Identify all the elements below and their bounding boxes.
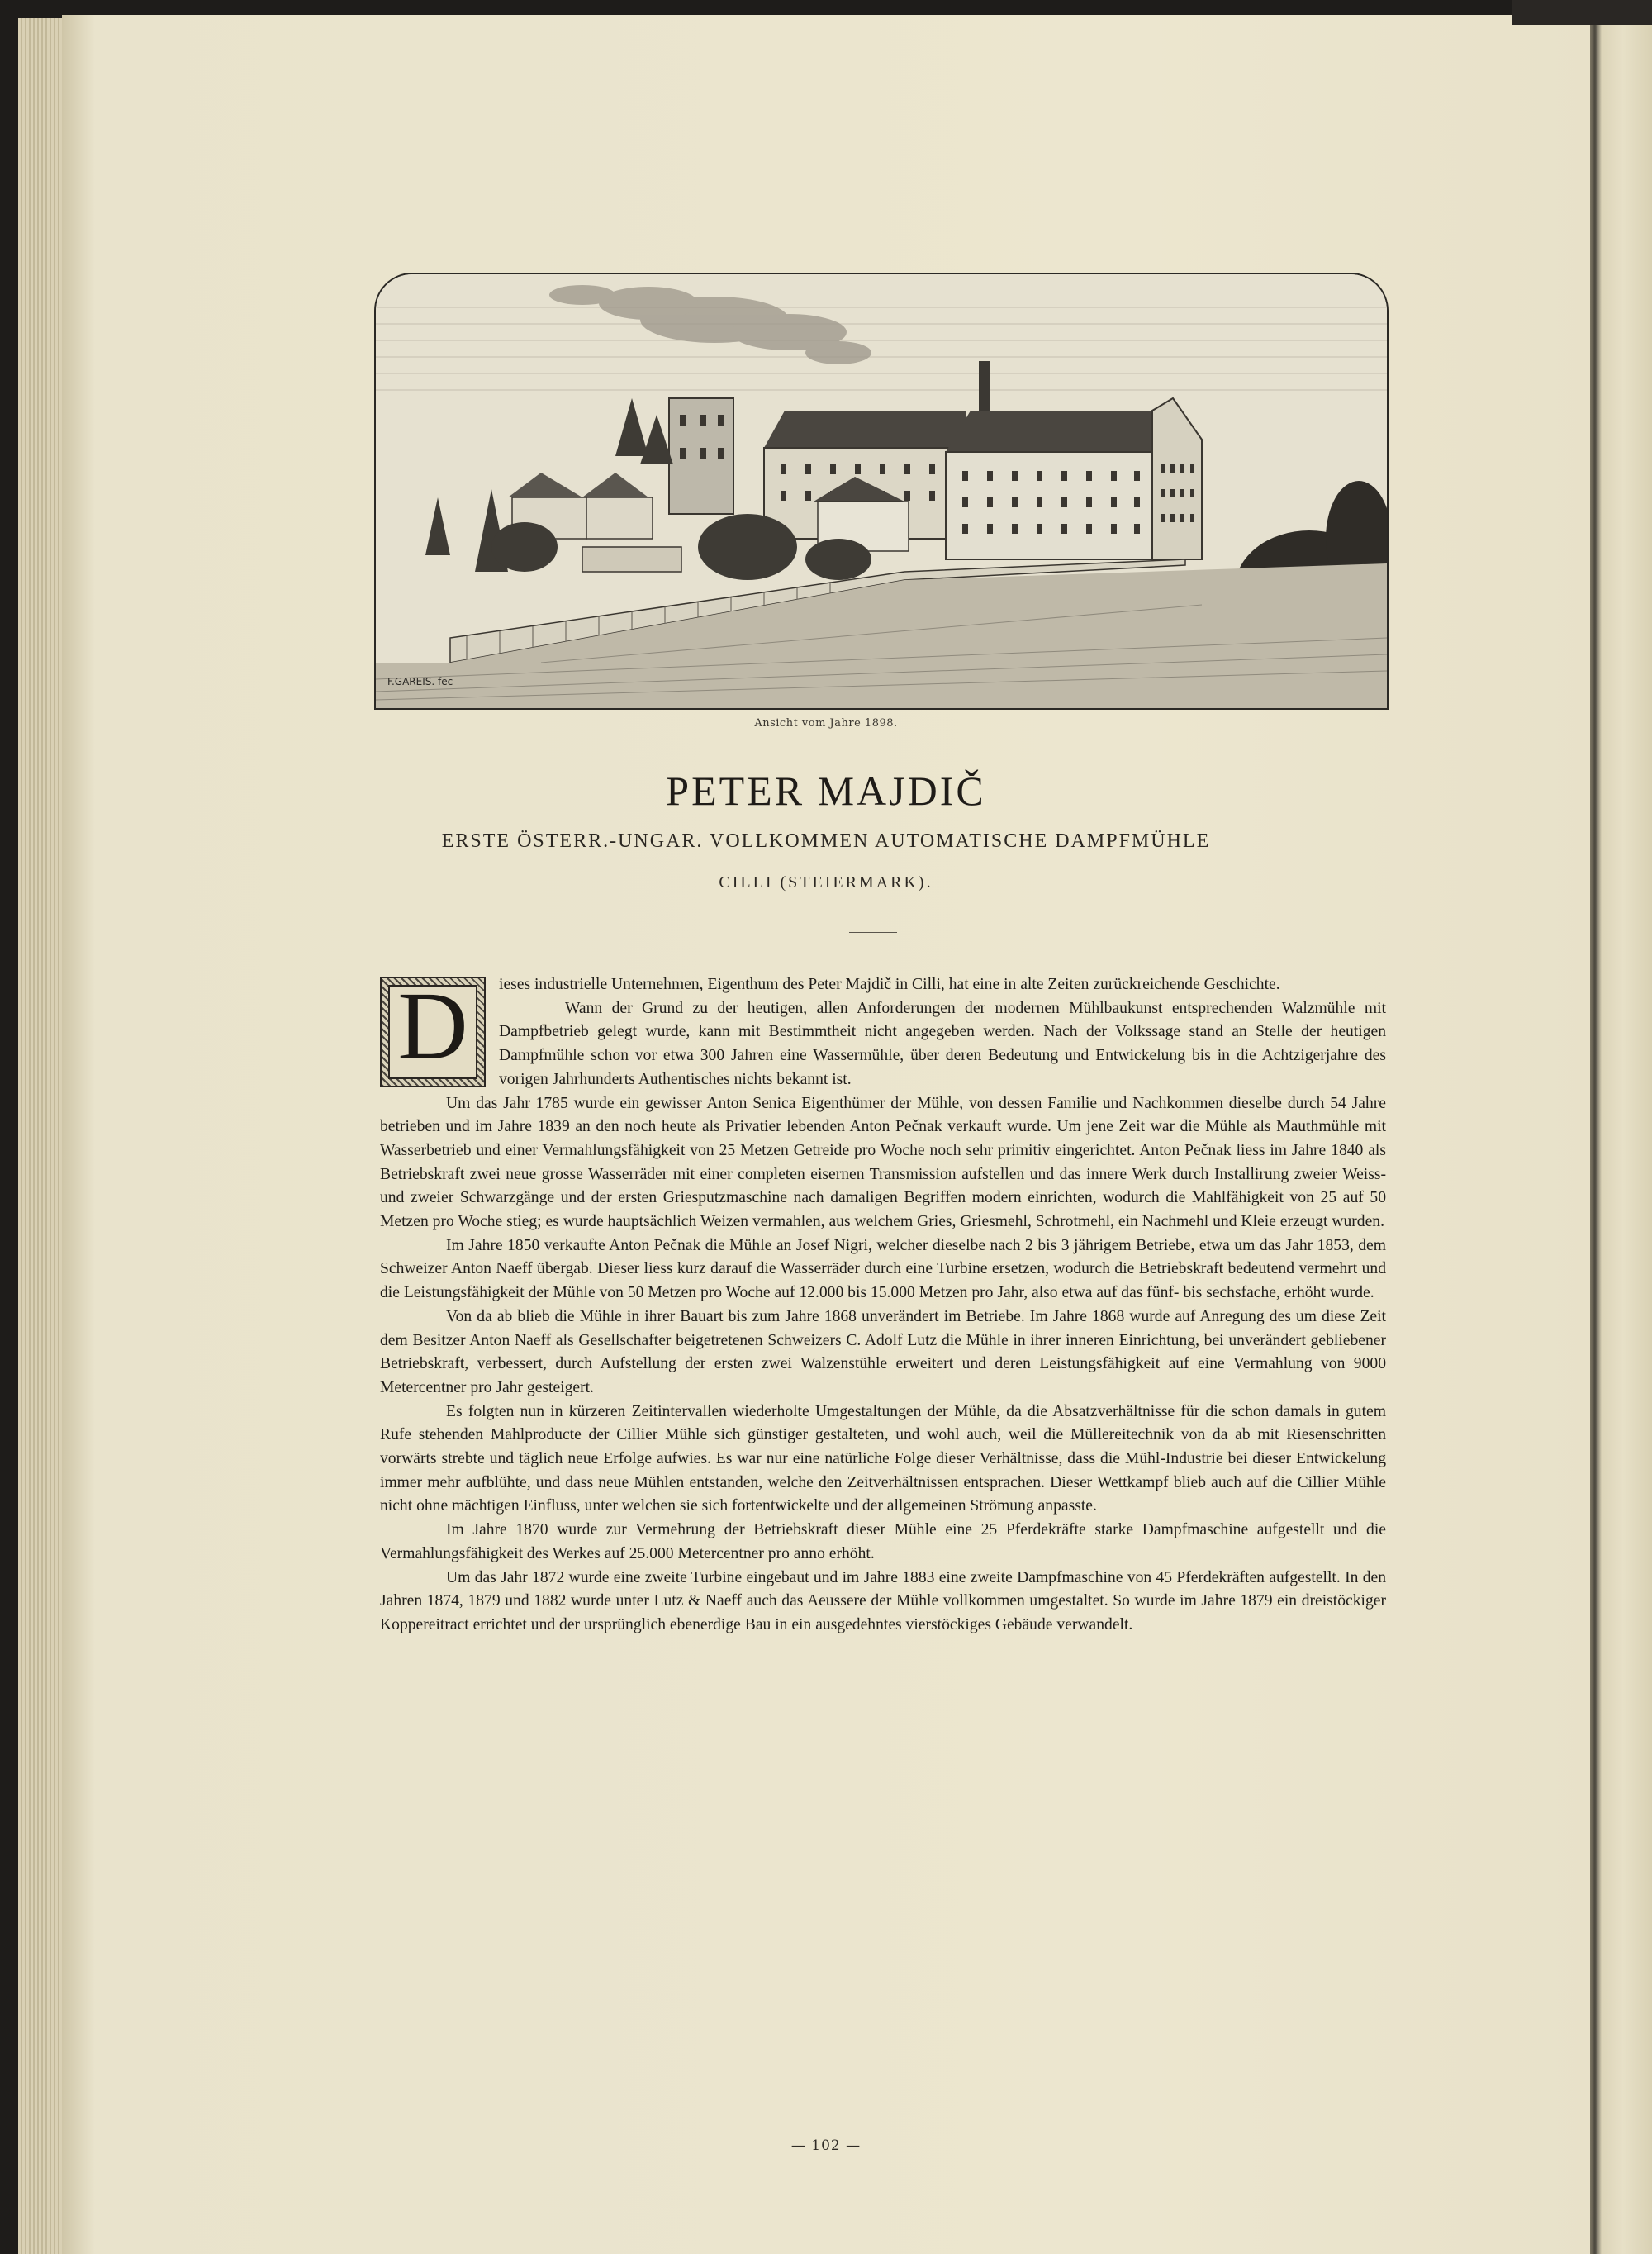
section-divider: [849, 932, 897, 933]
paragraph: Um das Jahr 1872 wurde eine zweite Turbine eingebaut und im Jahre 1883 eine zweite Dampfmaschine von 45 Pferdekräften aufgestellt. In den Jahren 1874, 1879 und 1882 wurde unter Lutz & Naeff auch das Aeussere der Mühle vollkommen umgestaltet. So wurde im Jahre 1879 ein dreistöckiger Koppereitract errichtet und der ursprünglich ebenerdige Bau in ein ausgedehntes vierstöckiges Gebäude verwandelt.: [380, 1568, 1386, 1633]
paragraph: Von da ab blieb die Mühle in ihrer Bauart bis zum Jahre 1868 unverändert im Betriebe. Im Jahre 1868 wurde auf Anregung des um diese Zeit dem Besitzer Anton Naeff als Gesellschafter beigetretenen Schweizers C. Adolf Lutz die Mühle in ihrer inneren Einrichtung, bei unverändert gebliebener Betriebskraft, verbessert, durch Aufstellung der ersten zwei Walzenstühle erweitert und deren Leistungsfähigkeit auf eine Vermahlung von 9000 Metercentner pro Jahr gesteigert.: [380, 1307, 1386, 1396]
paragraph: Es folgten nun in kürzeren Zeitintervallen wiederholte Umgestaltungen der Mühle, da die Absatzverhältnisse für die schon damals in gutem Rufe stehenden Mahlproducte der Cillier Mühle sich günstiger gestalteten, und wohl auch, weil die Müllereitechnik von da ab mit Riesenschritten vorwärts strebte und täglich neue Erfolge aufwies. Es war nur eine natürliche Folge dieser Verhältnisse, dass die Mühl-Industrie bei dieser Entwickelung immer mehr aufblühte, und dass neue Mühlen entstanden, welche den Zeitverhältnissen entsprachen. Dieser Wettkampf blieb auch auf die Cillier Mühle nicht ohne mächtigen Einfluss, unter welchen sie sich fortentwickelte und der allgemeinen Strömung anpasste.: [380, 1402, 1386, 1515]
page-title: PETER MAJDIČ: [666, 768, 986, 814]
engraver-signature: F.GAREIS. fec: [387, 676, 453, 687]
paragraph-text: ieses industrielle Unternehmen, Eigenthum des Peter Majdič in Cilli, hat eine in alte Zeiten zurückreichende Geschichte.: [499, 976, 1280, 993]
paragraph: Im Jahre 1850 verkaufte Anton Pečnak die Mühle an Josef Nigri, welcher dieselbe nach 2 bis 3 jährigem Betriebe, etwa um das Jahr 1853, dem Schweizer Anton Naeff übergab. Dieser liess kurz darauf die Wasserräder durch eine Turbine ersetzen, wodurch die Betriebskraft bedeutend vermehrt und die Leistungsfähigkeit der Mühle von 50 Metzen pro Woche auf 12.000 bis 15.000 Metzen pro Jahr, also etwa auf das fünf- bis sechsfache, erhöht wurde.: [380, 1236, 1386, 1302]
article-body: [380, 973, 1386, 1638]
drop-cap: [380, 972, 486, 1087]
illustration-caption: Ansicht vom Jahre 1898.: [754, 717, 898, 730]
page-number: — 102 —: [790, 2137, 862, 2154]
paragraph: Um das Jahr 1785 wurde ein gewisser Anton Senica Eigenthümer der Mühle, von dessen Familie und Nachkommen dieselbe durch 54 Jahre betrieben und im Jahre 1839 an den noch heute als Privatier lebenden Anton Pečnak verkauft wurde. Um jene Zeit war die Mühle als Mauthmühle mit Wasserbetrieb und einer Vermahlungsfähigkeit von 25 Metzen Getreide pro Woche noch sehr primitiv eingerichtet. Anton Pečnak liess im Jahre 1840 als Betriebskraft zwei neue grosse Wasserräder mit einer completen eisernen Transmission aufstellen und das innere Werk durch Installirung zweier Weiss- und zweier Schwarzgänge und der ersten Griesputzmaschine nach damaligen Begriffen modern einrichten, wodurch die Mahlfähigkeit von 25 auf 50 Metzen pro Woche stieg; es wurde hauptsächlich Weizen vermahlen, aus welchem Gries, Griesmehl, Schrotmehl, ein Nachmehl und Kleie erzeugt wurden.: [380, 1094, 1386, 1231]
book-gutter: [1590, 0, 1652, 2254]
mill-engraving: [376, 274, 1387, 708]
paragraph: Im Jahre 1870 wurde zur Vermehrung der Betriebskraft dieser Mühle eine 25 Pferdekräfte starke Dampfmaschine aufgestellt und die Vermahlungsfähigkeit des Werkes auf 25.000 Metercentner pro anno erhöht.: [380, 1521, 1386, 1562]
location-line: CILLI (STEIERMARK).: [719, 873, 933, 892]
page-subtitle: ERSTE ÖSTERR.-UNGAR. VOLLKOMMEN AUTOMATISCHE DAMPFMÜHLE: [441, 830, 1211, 852]
mill-illustration: [374, 273, 1389, 710]
drop-cap-letter: D: [397, 972, 468, 1080]
paragraph: Wann der Grund zu der heutigen, allen Anforderungen der modernen Mühlbaukunst entsprechenden Walzmühle mit Dampfbetrieb gelegt wurde, kann mit Bestimmtheit nicht angegeben werden. Nach der Volkssage stand an Stelle der heutigen Dampfmühle schon vor etwa 300 Jahren eine Wassermühle, über deren Bedeutung und Entwickelung bis in die Achtzigerjahre des vorigen Jahrhunderts Authentisches nichts bekannt ist.: [499, 999, 1386, 1088]
corner-tab: [1512, 0, 1652, 25]
